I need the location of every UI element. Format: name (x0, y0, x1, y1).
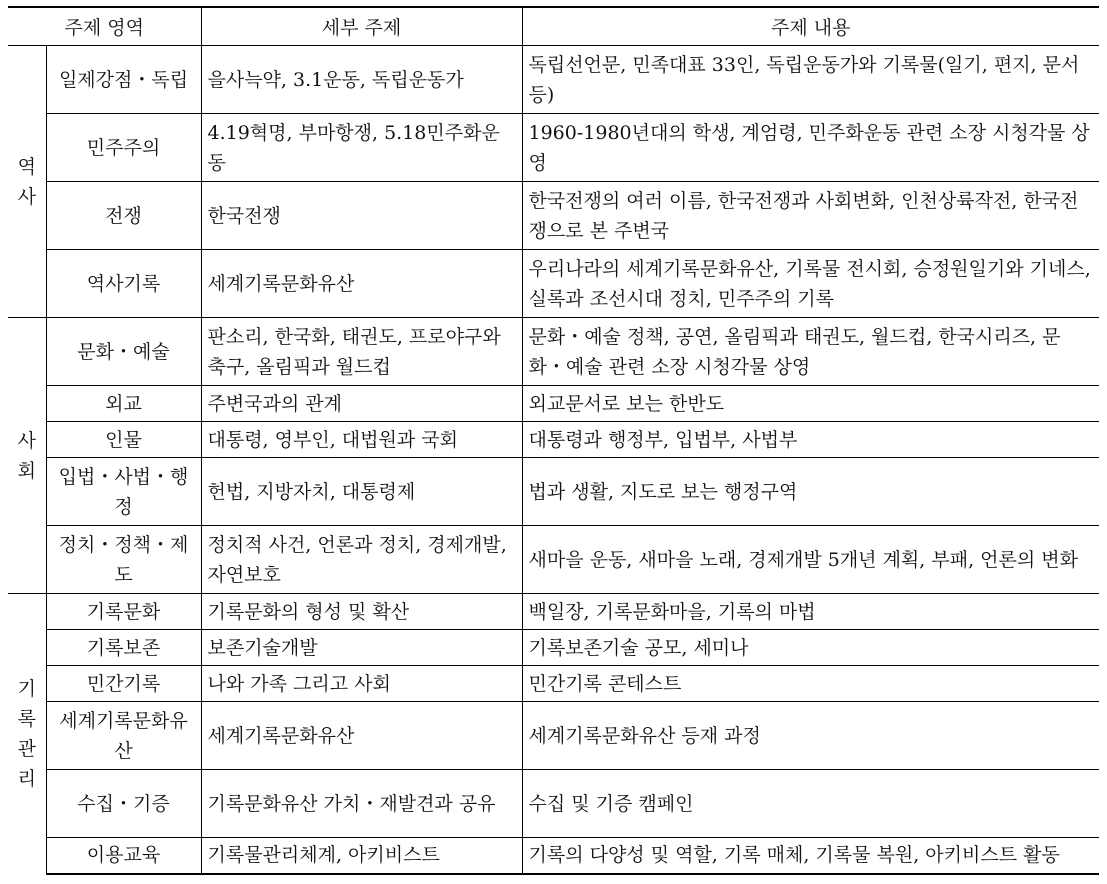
table-row (8, 526, 1099, 594)
table-row (8, 422, 1099, 458)
topic-cell: 수집・기증 (46, 770, 201, 838)
table-row (8, 838, 1099, 874)
content-cell: 우리나라의 세계기록문화유산, 기록물 전시회, 승정원일기와 기네스, 실록과 조선시대 정치, 민주주의 기록 (522, 250, 1099, 318)
content-cell: 기록의 다양성 및 역할, 기록 매체, 기록물 복원, 아키비스트 활동 (522, 838, 1099, 874)
content-cell: 새마을 운동, 새마을 노래, 경제개발 5개년 계획, 부패, 언론의 변화 (522, 526, 1099, 594)
topic-cell: 문화・예술 (46, 318, 201, 386)
topic-cell: 역사기록 (46, 250, 201, 318)
detail-cell: 헌법, 지방자치, 대통령제 (201, 458, 522, 526)
detail-cell: 판소리, 한국화, 태권도, 프로야구와 축구, 올림픽과 월드컵 (201, 318, 522, 386)
topic-cell: 인물 (46, 422, 201, 458)
header-area: 주제 영역 (8, 7, 201, 46)
detail-cell: 대통령, 영부인, 대법원과 국회 (201, 422, 522, 458)
topic-cell: 전쟁 (46, 182, 201, 250)
table-row (8, 386, 1099, 422)
detail-cell: 기록물관리체계, 아키비스트 (201, 838, 522, 874)
table-row (8, 594, 1099, 630)
table-row (8, 182, 1099, 250)
detail-cell: 세계기록문화유산 (201, 250, 522, 318)
detail-cell: 기록문화의 형성 및 확산 (201, 594, 522, 630)
detail-cell: 기록문화유산 가치・재발견과 공유 (201, 770, 522, 838)
area-label: 역사 (17, 155, 36, 208)
area-cell-society (8, 318, 46, 594)
header-row (8, 7, 1099, 46)
table-row (8, 702, 1099, 770)
topic-cell: 정치・정책・제도 (46, 526, 201, 594)
topic-cell: 이용교육 (46, 838, 201, 874)
detail-cell: 한국전쟁 (201, 182, 522, 250)
area-cell-history (8, 46, 46, 318)
table-row (8, 114, 1099, 182)
area-label: 기록관리 (17, 677, 36, 790)
table-row (8, 770, 1099, 838)
topic-cell: 입법・사법・행정 (46, 458, 201, 526)
table-row (8, 318, 1099, 386)
table-row (8, 666, 1099, 702)
content-cell: 대통령과 행정부, 입법부, 사법부 (522, 422, 1099, 458)
topic-cell: 기록문화 (46, 594, 201, 630)
content-cell: 민간기록 콘테스트 (522, 666, 1099, 702)
content-cell: 한국전쟁의 여러 이름, 한국전쟁과 사회변화, 인천상륙작전, 한국전쟁으로 본 주변국 (522, 182, 1099, 250)
content-cell: 독립선언문, 민족대표 33인, 독립운동가와 기록물(일기, 편지, 문서 등) (522, 46, 1099, 114)
detail-cell: 을사늑약, 3.1운동, 독립운동가 (201, 46, 522, 114)
content-cell: 문화・예술 정책, 공연, 올림픽과 태권도, 월드컵, 한국시리즈, 문화・예술 관련 소장 시청각물 상영 (522, 318, 1099, 386)
detail-cell: 보존기술개발 (201, 630, 522, 666)
header-content: 주제 내용 (522, 7, 1099, 46)
topic-cell: 기록보존 (46, 630, 201, 666)
detail-cell: 주변국과의 관계 (201, 386, 522, 422)
header-detail: 세부 주제 (201, 7, 522, 46)
content-cell: 외교문서로 보는 한반도 (522, 386, 1099, 422)
topic-table (8, 6, 1099, 875)
detail-cell: 정치적 사건, 언론과 정치, 경제개발, 자연보호 (201, 526, 522, 594)
content-cell: 세계기록문화유산 등재 과정 (522, 702, 1099, 770)
area-label: 사회 (17, 429, 36, 482)
detail-cell: 나와 가족 그리고 사회 (201, 666, 522, 702)
content-cell: 법과 생활, 지도로 보는 행정구역 (522, 458, 1099, 526)
topic-cell: 일제강점・독립 (46, 46, 201, 114)
topic-cell: 외교 (46, 386, 201, 422)
detail-cell: 4.19혁명, 부마항쟁, 5.18민주화운동 (201, 114, 522, 182)
table-row (8, 46, 1099, 114)
table-row (8, 458, 1099, 526)
table-row (8, 630, 1099, 666)
topic-cell: 민간기록 (46, 666, 201, 702)
content-cell: 백일장, 기록문화마을, 기록의 마법 (522, 594, 1099, 630)
detail-cell: 세계기록문화유산 (201, 702, 522, 770)
table-row (8, 250, 1099, 318)
topic-cell: 민주주의 (46, 114, 201, 182)
content-cell: 수집 및 기증 캠페인 (522, 770, 1099, 838)
content-cell: 기록보존기술 공모, 세미나 (522, 630, 1099, 666)
topic-cell: 세계기록문화유산 (46, 702, 201, 770)
content-cell: 1960-1980년대의 학생, 계엄령, 민주화운동 관련 소장 시청각물 상영 (522, 114, 1099, 182)
area-cell-records (8, 594, 46, 874)
